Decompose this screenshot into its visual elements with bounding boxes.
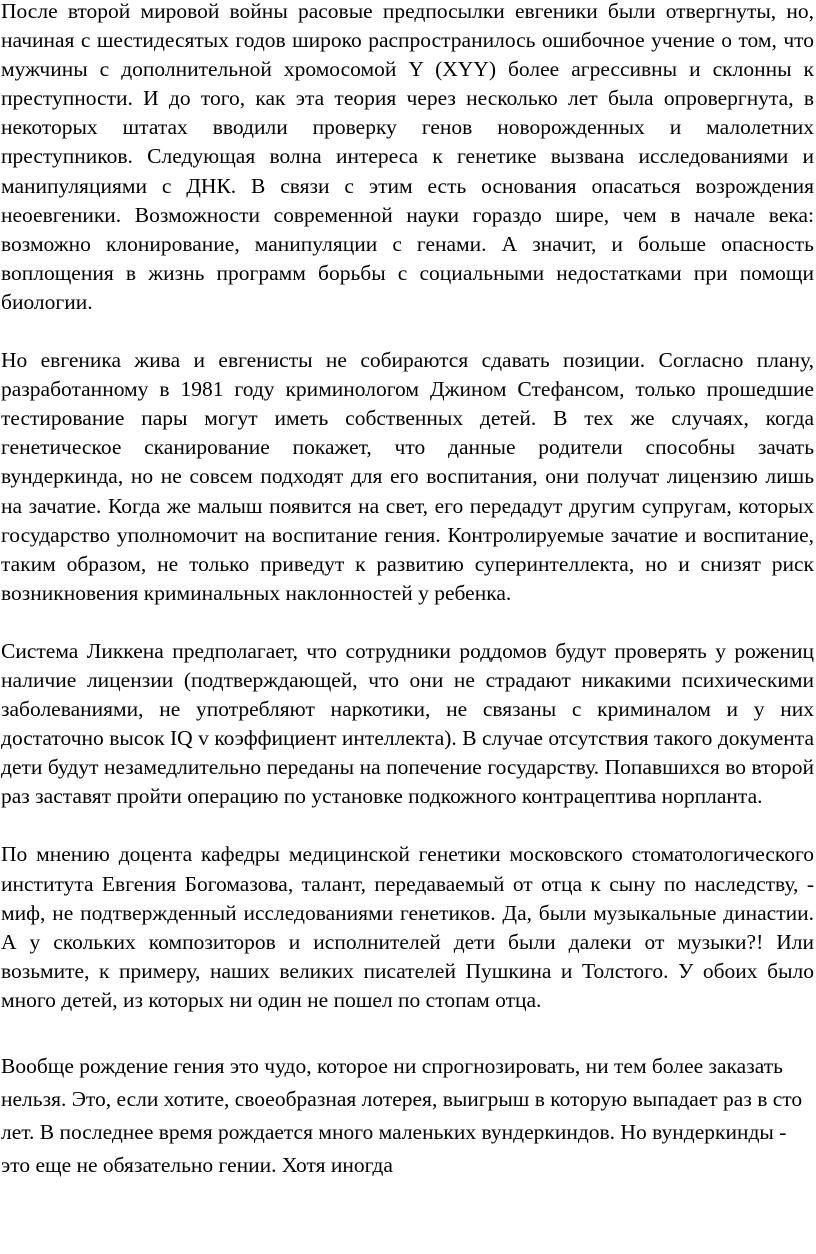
paragraph-1: После второй мировой войны расовые предпосылки евгеники были отвергнуты, но, начиная с шестидесятых годов широко распространилось ошибочное учение о том, что мужчины с дополнительной хромосомой Y (XYY) более агрессивны и склонны к преступности. И до того, как эта теория через несколько лет была опровергнута, в некоторых штатах вводили проверку генов новорожденных и малолетних преступников. Следующая волна интереса к генетике вызвана исследованиями и манипуляциями с ДНК. В связи с этим есть основания опасаться возрождения неоевгеники. Возможности современной науки гораздо шире, чем в начале века: возможно клонирование, манипуляции с генами. А значит, и больше опасность воплощения в жизнь программ борьбы с социальными недостатками при помощи биологии. bbox=[1, 0, 814, 314]
paragraph-gap bbox=[1, 608, 814, 637]
paragraph-gap bbox=[1, 1015, 814, 1044]
paragraph-5: Вообще рождение гения это чудо, которое ни спрогнозировать, ни тем более заказать нельзя. Это, если хотите, своеобразная лотерея, выигрыш в которую выпадает раз в сто лет. В последнее время рождается много маленьких вундеркиндов. Но вундеркинды - это еще не обязательно гении. Хотя иногда bbox=[1, 1054, 803, 1177]
paragraph-3: Система Ликкена предполагает, что сотрудники роддомов будут проверять у рожениц наличие лицензии (подтверждающей, что они не страдают никакими психическими заболеваниями, не употребляют наркотики, не связаны с криминалом и у них достаточно высок IQ v коэффициент интеллекта). В случае отсутствия такого документа дети будут незамедлительно переданы на попечение государству. Попавшихся во второй раз заставят пройти операцию по установке подкожного контрацептива норпланта. bbox=[1, 638, 814, 809]
paragraph-2: Но евгеника жива и евгенисты не собираются сдавать позиции. Согласно плану, разработанному в 1981 году криминологом Джином Стефансом, только прошедшие тестирование пары могут иметь собственных детей. В тех же случаях, когда генетическое сканирование покажет, что данные родители способны зачать вундеркинда, но не совсем подходят для его воспитания, они получат лицензию лишь на зачатие. Когда же малыш появится на свет, его передадут другим супругам, которых государство уполномочит на воспитание гения. Контролируемые зачатие и воспитание, таким образом, не только приведут к развитию суперинтеллекта, но и снизят риск возникновения криминальных наклонностей у ребенка. bbox=[1, 348, 814, 605]
paragraph-gap bbox=[1, 811, 814, 840]
paragraph-gap bbox=[1, 317, 814, 346]
paragraph-4: По мнению доцента кафедры медицинской генетики московского стоматологического института Евгения Богомазова, талант, передаваемый от отца к сыну по наследству, - миф, не подтвержденный исследованиями генетиков. Да, были музыкальные династии. А у скольких композиторов и исполнителей дети были далеки от музыки?! Или возьмите, к примеру, наших великих писателей Пушкина и Толстого. У обоих было много детей, из которых ни один не пошел по стопам отца. bbox=[1, 842, 814, 1012]
